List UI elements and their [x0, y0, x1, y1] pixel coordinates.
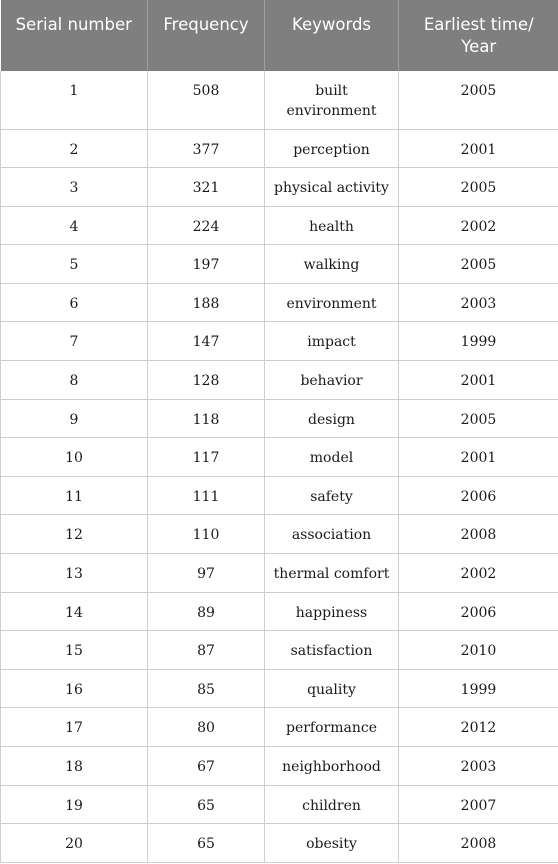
serial-number-cell: 2 [1, 129, 148, 168]
keyword-cell: obesity [265, 824, 399, 863]
keyword-cell: perception [265, 129, 399, 168]
table-row [1, 708, 558, 747]
keyword-cell: model [265, 438, 399, 477]
table-row [1, 361, 558, 400]
earliest-year-cell: 1999 [399, 322, 558, 361]
header-keywords: Keywords [265, 0, 399, 71]
serial-number-cell: 1 [1, 71, 148, 129]
table-row [1, 476, 558, 515]
serial-number-cell: 10 [1, 438, 148, 477]
serial-number-cell: 6 [1, 283, 148, 322]
serial-number-cell: 13 [1, 554, 148, 593]
earliest-year-cell: 2002 [399, 554, 558, 593]
table-row [1, 631, 558, 670]
table-row [1, 747, 558, 786]
frequency-cell: 67 [148, 747, 265, 786]
serial-number-cell: 5 [1, 245, 148, 284]
header-row [1, 0, 558, 71]
frequency-cell: 110 [148, 515, 265, 554]
earliest-year-cell: 2007 [399, 785, 558, 824]
serial-number-cell: 12 [1, 515, 148, 554]
frequency-cell: 85 [148, 669, 265, 708]
serial-number-cell: 7 [1, 322, 148, 361]
keyword-cell: health [265, 206, 399, 245]
header-frequency: Frequency [148, 0, 265, 71]
serial-number-cell: 3 [1, 168, 148, 207]
keyword-cell: thermal comfort [265, 554, 399, 593]
serial-number-cell: 14 [1, 592, 148, 631]
table-row [1, 438, 558, 477]
keyword-cell: impact [265, 322, 399, 361]
earliest-year-cell: 2001 [399, 129, 558, 168]
earliest-year-cell: 2006 [399, 476, 558, 515]
table-body [1, 71, 558, 862]
keyword-cell: built environment [265, 71, 399, 129]
frequency-cell: 147 [148, 322, 265, 361]
frequency-cell: 111 [148, 476, 265, 515]
frequency-cell: 80 [148, 708, 265, 747]
earliest-year-cell: 2006 [399, 592, 558, 631]
table-row [1, 322, 558, 361]
keyword-cell: walking [265, 245, 399, 284]
table-row [1, 206, 558, 245]
table-row [1, 283, 558, 322]
table-row [1, 824, 558, 863]
earliest-year-cell: 2005 [399, 71, 558, 129]
serial-number-cell: 15 [1, 631, 148, 670]
frequency-cell: 118 [148, 399, 265, 438]
frequency-cell: 188 [148, 283, 265, 322]
earliest-year-cell: 2001 [399, 361, 558, 400]
frequency-cell: 508 [148, 71, 265, 129]
serial-number-cell: 16 [1, 669, 148, 708]
serial-number-cell: 20 [1, 824, 148, 863]
earliest-year-cell: 2003 [399, 747, 558, 786]
earliest-year-cell: 2003 [399, 283, 558, 322]
serial-number-cell: 8 [1, 361, 148, 400]
keyword-cell: children [265, 785, 399, 824]
earliest-year-cell: 2012 [399, 708, 558, 747]
keyword-cell: physical activity [265, 168, 399, 207]
keyword-cell: satisfaction [265, 631, 399, 670]
table-row [1, 71, 558, 129]
serial-number-cell: 9 [1, 399, 148, 438]
keyword-cell: performance [265, 708, 399, 747]
frequency-cell: 321 [148, 168, 265, 207]
table-header [1, 0, 558, 71]
table-row [1, 592, 558, 631]
serial-number-cell: 4 [1, 206, 148, 245]
earliest-year-cell: 1999 [399, 669, 558, 708]
keyword-cell: association [265, 515, 399, 554]
keyword-cell: happiness [265, 592, 399, 631]
frequency-cell: 197 [148, 245, 265, 284]
header-earliest-year: Earliest time/ Year [399, 0, 558, 71]
frequency-cell: 117 [148, 438, 265, 477]
frequency-cell: 377 [148, 129, 265, 168]
earliest-year-cell: 2005 [399, 399, 558, 438]
frequency-cell: 89 [148, 592, 265, 631]
serial-number-cell: 17 [1, 708, 148, 747]
table-row [1, 168, 558, 207]
frequency-cell: 224 [148, 206, 265, 245]
keyword-cell: behavior [265, 361, 399, 400]
keyword-cell: quality [265, 669, 399, 708]
frequency-cell: 97 [148, 554, 265, 593]
keyword-cell: design [265, 399, 399, 438]
frequency-cell: 65 [148, 785, 265, 824]
frequency-cell: 87 [148, 631, 265, 670]
serial-number-cell: 19 [1, 785, 148, 824]
earliest-year-cell: 2005 [399, 168, 558, 207]
table-row [1, 399, 558, 438]
frequency-cell: 128 [148, 361, 265, 400]
header-serial-number: Serial number [15, 15, 132, 34]
table-row [1, 554, 558, 593]
serial-number-cell: 18 [1, 747, 148, 786]
table-row [1, 245, 558, 284]
keyword-cell: environment [265, 283, 399, 322]
earliest-year-cell: 2008 [399, 824, 558, 863]
earliest-year-cell: 2008 [399, 515, 558, 554]
earliest-year-cell: 2002 [399, 206, 558, 245]
keyword-cell: safety [265, 476, 399, 515]
earliest-year-cell: 2010 [399, 631, 558, 670]
table-row [1, 129, 558, 168]
frequency-cell: 65 [148, 824, 265, 863]
serial-number-cell: 11 [1, 476, 148, 515]
table-row [1, 785, 558, 824]
table-row [1, 669, 558, 708]
keyword-cell: neighborhood [265, 747, 399, 786]
table-row [1, 515, 558, 554]
earliest-year-cell: 2005 [399, 245, 558, 284]
earliest-year-cell: 2001 [399, 438, 558, 477]
